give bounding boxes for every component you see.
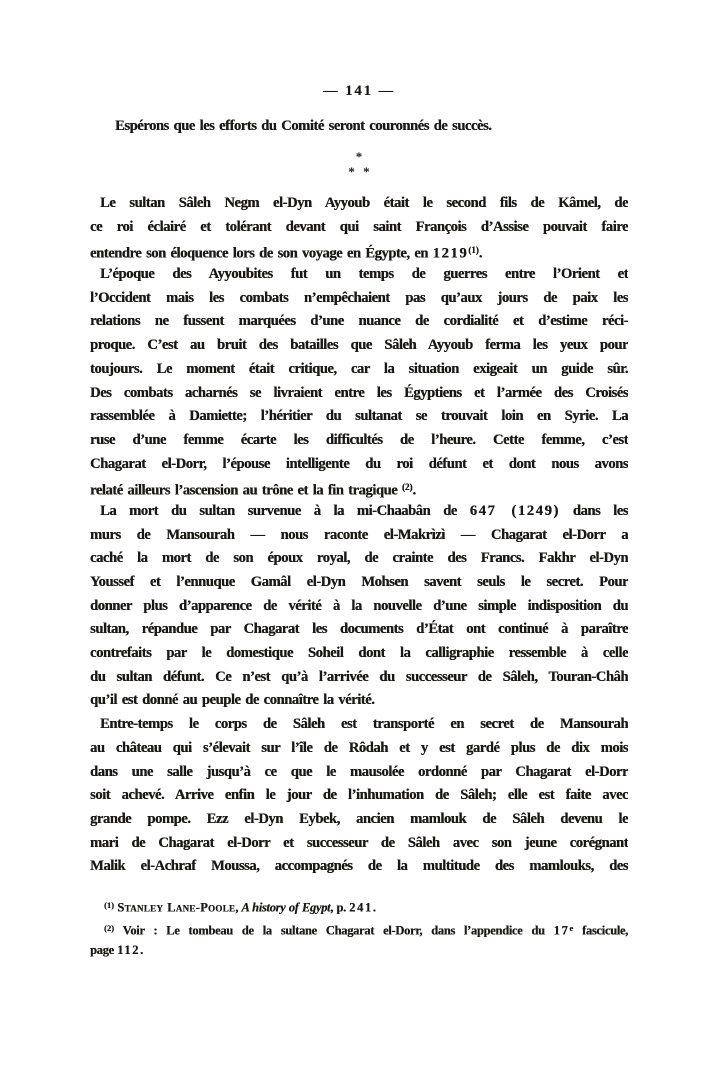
line-text: La mort du sultan survenue à la mi-Chaabân de	[100, 502, 470, 519]
footnote-1	[90, 894, 628, 917]
date-figure: 647 (1249)	[469, 502, 560, 519]
text-line: mari de Chagarat el-Dorr et successeur de Sâleh avec son jeune corégnant	[90, 834, 628, 851]
text-line: L’époque des Ayyoubites fut un temps de guerres entre l’Orient et	[100, 266, 628, 283]
line-text: dans les	[559, 502, 628, 519]
footnote-marker-1: (1)	[104, 900, 114, 910]
footnote-text: ,	[235, 900, 242, 915]
line-text: .	[412, 482, 416, 499]
footnote-page-figure: 112	[117, 943, 141, 957]
text-line: Le sultan Sâleh Negm el-Dyn Ayyoub était le second fils de Kâmel, de	[100, 195, 628, 211]
asterisk-separator	[90, 149, 628, 179]
text-line	[90, 476, 628, 500]
line-text: .	[478, 245, 482, 262]
year-figure: 1219	[432, 245, 469, 262]
text-line: Malik el-Achraf Moussa, accompagnés de la multitude des mamlouks, des	[90, 858, 628, 875]
text-line: ruse d’une femme écarte les difficultés de l’heure. Cette femme, c’est	[90, 431, 628, 448]
text-line: au château qui s’élevait sur l’île de Rôdah et y est gardé plus de dix mois	[90, 739, 628, 756]
text-line: soit achevé. Arrive enfin le jour de l’inhumation de Sâleh; elle est faite avec	[90, 787, 628, 804]
text-line: murs de Mansourah — nous raconte el-Makrìzì — Chagarat el-Dorr a	[90, 526, 628, 543]
text-line: Youssef et l’ennuque Gamâl el-Dyn Mohsen savent seuls le secret. Pour	[90, 574, 628, 590]
footnote-book-title: A history of Egypt	[241, 900, 331, 915]
text-line: Chagarat el-Dorr, l’épouse intelligente du roi défunt et dont nous avons	[90, 455, 628, 472]
footnote-text: , p.	[330, 900, 350, 915]
intro-paragraph-line: Espérons que les efforts du Comité seront couronnés de succès.	[115, 118, 492, 134]
footnote-2-continuation	[90, 939, 628, 962]
text-line: sultan, répandue par Chagarat les documents d’État ont continué à paraître	[90, 621, 628, 638]
text-line: proque. C’est au bruit des batailles que Sâleh Ayyoub ferma les yeux pour	[90, 337, 628, 354]
text-line: toujours. Le moment était critique, car la situation exigeait un guide sûr.	[90, 360, 628, 377]
ordinal-superscript: e	[569, 922, 574, 933]
footnote-2	[90, 917, 628, 940]
footnote-text: page	[90, 943, 118, 957]
text-line: donner plus d’apparence de vérité à la nouvelle d’une simple indisposition du	[90, 597, 628, 614]
footnote-author: Stanley Lane-Poole	[117, 900, 236, 915]
footnote-reference-1: (1)	[468, 245, 479, 256]
footnote-text: fascicule,	[573, 923, 628, 937]
text-line: grande pompe. Ezz el-Dyn Eybek, ancien mamlouk de Sâleh devenu le	[90, 810, 628, 827]
body-text	[90, 192, 628, 879]
text-line: relations ne fussent marquées d’une nuance de cordialité et d’estime réci-	[90, 313, 628, 330]
text-line: qu’il est donné au peuple de connaître la vérité.	[90, 692, 375, 709]
asterisk-row-bottom: * *	[348, 164, 370, 179]
text-line: dans une salle jusqu’à ce que le mausolée ordonné par Chagarat el-Dorr	[90, 763, 628, 780]
fascicule-figure: 17	[553, 923, 570, 937]
text-line: ce roi éclairé et tolérant devant qui saint François d’Assise pouvait faire	[90, 218, 628, 235]
text-line	[90, 239, 628, 263]
text-line: contrefaits par le domestique Soheil dont la calligraphie ressemble à celle	[90, 645, 628, 662]
footnote-marker-2: (2)	[104, 922, 114, 933]
line-text: entendre son éloquence lors de son voyage en Égypte, en	[90, 245, 433, 262]
asterisk-row-top: *	[355, 149, 363, 164]
text-line: l’Occident mais les combats n’empêchaient pas qu’aux jours de paix les	[90, 289, 628, 306]
text-line: rassemblée à Damiette; l’héritier du sultanat se trouvait loin en Syrie. La	[90, 408, 628, 425]
footnote-text: .	[140, 943, 143, 957]
footnotes	[90, 894, 628, 962]
footnote-text: Voir : Le tombeau de la sultane Chagarat el-Dorr, dans l’appendice du	[113, 923, 554, 937]
footnote-page-figure: 241	[349, 900, 373, 915]
text-line	[90, 500, 628, 524]
text-line: du sultan défunt. Ce n’est qu’à l’arrivée du successeur de Sâleh, Touran-Châh	[90, 668, 628, 685]
footnote-reference-2: (2)	[401, 482, 413, 493]
line-text: relaté ailleurs l’ascension au trône et la fin tragique	[90, 482, 402, 499]
text-column	[90, 0, 628, 1079]
text-line: caché la mort de son époux royal, de crainte des Francs. Fakhr el-Dyn	[90, 550, 628, 567]
footnote-text: .	[372, 900, 376, 915]
text-line: Des combats acharnés se livraient entre les Égyptiens et l’armée des Croisés	[90, 384, 628, 401]
text-line: Entre-temps le corps de Sâleh est transporté en secret de Mansourah	[100, 716, 628, 733]
page-number-header: — 141 —	[323, 83, 395, 99]
